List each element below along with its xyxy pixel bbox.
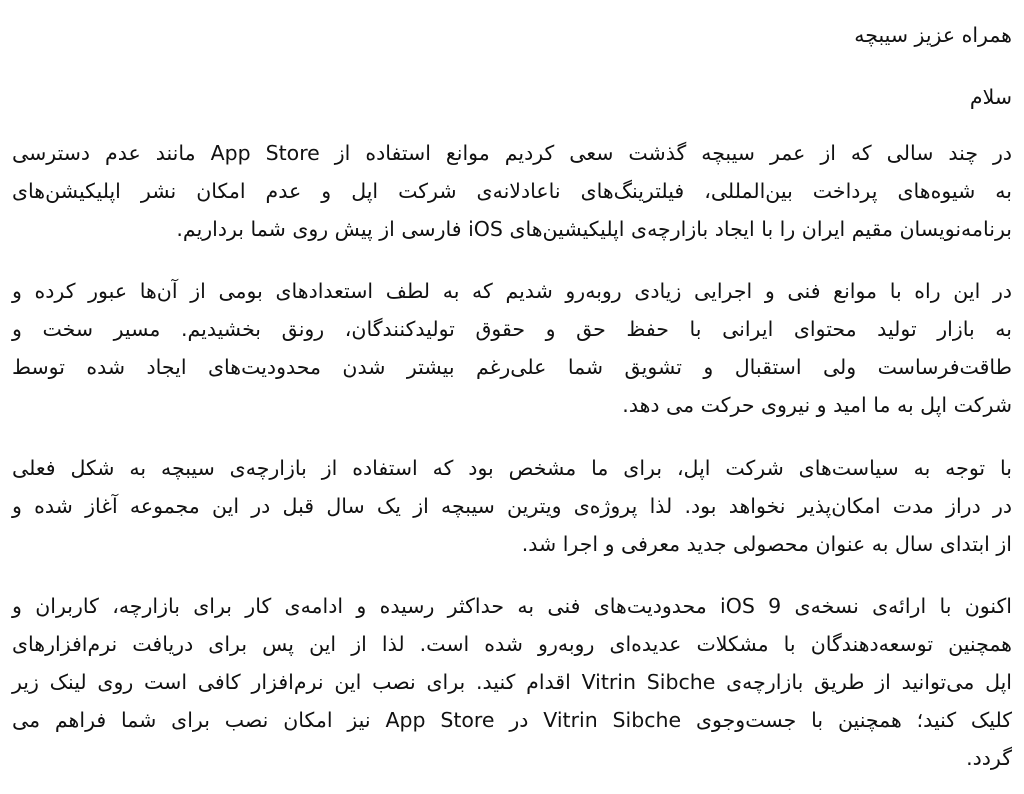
paragraph-4-line-2: همچنین توسعه‌دهندگان با مشکلات عدیده‌ای روبه‌رو شده است. لذا از این پس برای دریافت نرم‌افزارهای (12, 632, 1012, 656)
paragraph-2-line-3: طاقت‌فرساست ولی استقبال و تشویق شما علی‌رغم بیشتر شدن محدودیت‌های ایجاد شده توسط (12, 355, 1012, 379)
paragraph-2-line-2: به بازار تولید محتوای ایرانی با حفظ حق و حقوق تولیدکنندگان، رونق بخشیدیم. مسیر سخت و (12, 317, 1012, 341)
paragraph-3-line-1: با توجه به سیاست‌های شرکت اپل، برای ما مشخص بود که استفاده از بازارچه‌ی سیبچه به شکل فعلی (12, 456, 1012, 480)
paragraph-1-line-3: برنامه‌نویسان مقیم ایران را با ایجاد بازارچه‌ی اپلیکیشین‌های iOS فارسی از پیش روی شما برداریم. (176, 217, 1012, 241)
paragraph-1-line-2: به شیوه‌های پرداخت بین‌المللی، فیلترینگ‌های ناعادلانه‌ی شرکت اپل و عدم امکان نشر اپلیکیشن‌های (12, 179, 1012, 203)
paragraph-4-line-1: اکنون با ارائه‌ی نسخه‌ی iOS 9 محدودیت‌های فنی به حداکثر رسیده و ادامه‌ی کار برای بازارچه، کاربران و (12, 594, 1013, 618)
salutation: همراه عزیز سیبچه (854, 23, 1012, 47)
paragraph-2-line-1: در این راه با موانع فنی و اجرایی زیادی روبه‌رو شدیم که به لطف استعدادهای بومی از آن‌ها عبور کرده و (12, 279, 1012, 303)
paragraph-1-line-1: در چند سالی که از عمر سیبچه گذشت سعی کردیم موانع استفاده از App Store مانند عدم دسترسی (12, 141, 1012, 165)
greeting: سلام (969, 85, 1012, 109)
paragraph-4-line-5: گردد. (966, 746, 1012, 770)
paragraph-4-line-4: کلیک کنید؛ همچنین با جست‌وجوی Vitrin Sibche در App Store نیز امکان نصب برای شما فراهم می (12, 708, 1013, 732)
paragraph-3-line-3: از ابتدای سال به عنوان محصولی جدید معرفی و اجرا شد. (521, 532, 1012, 556)
paragraph-3-line-2: در دراز مدت امکان‌پذیر نخواهد بود. لذا پروژه‌ی ویترین سیبچه از یک سال قبل در این مجموعه آغاز شده و (12, 494, 1012, 518)
paragraph-2-line-4: شرکت اپل به ما امید و نیروی حرکت می دهد. (622, 393, 1012, 417)
paragraph-4-line-3: اپل می‌توانید از طریق بازارچه‌ی Vitrin Sibche اقدام کنید. برای نصب این نرم‌افزار کافی است روی لینک زیر (12, 670, 1012, 694)
